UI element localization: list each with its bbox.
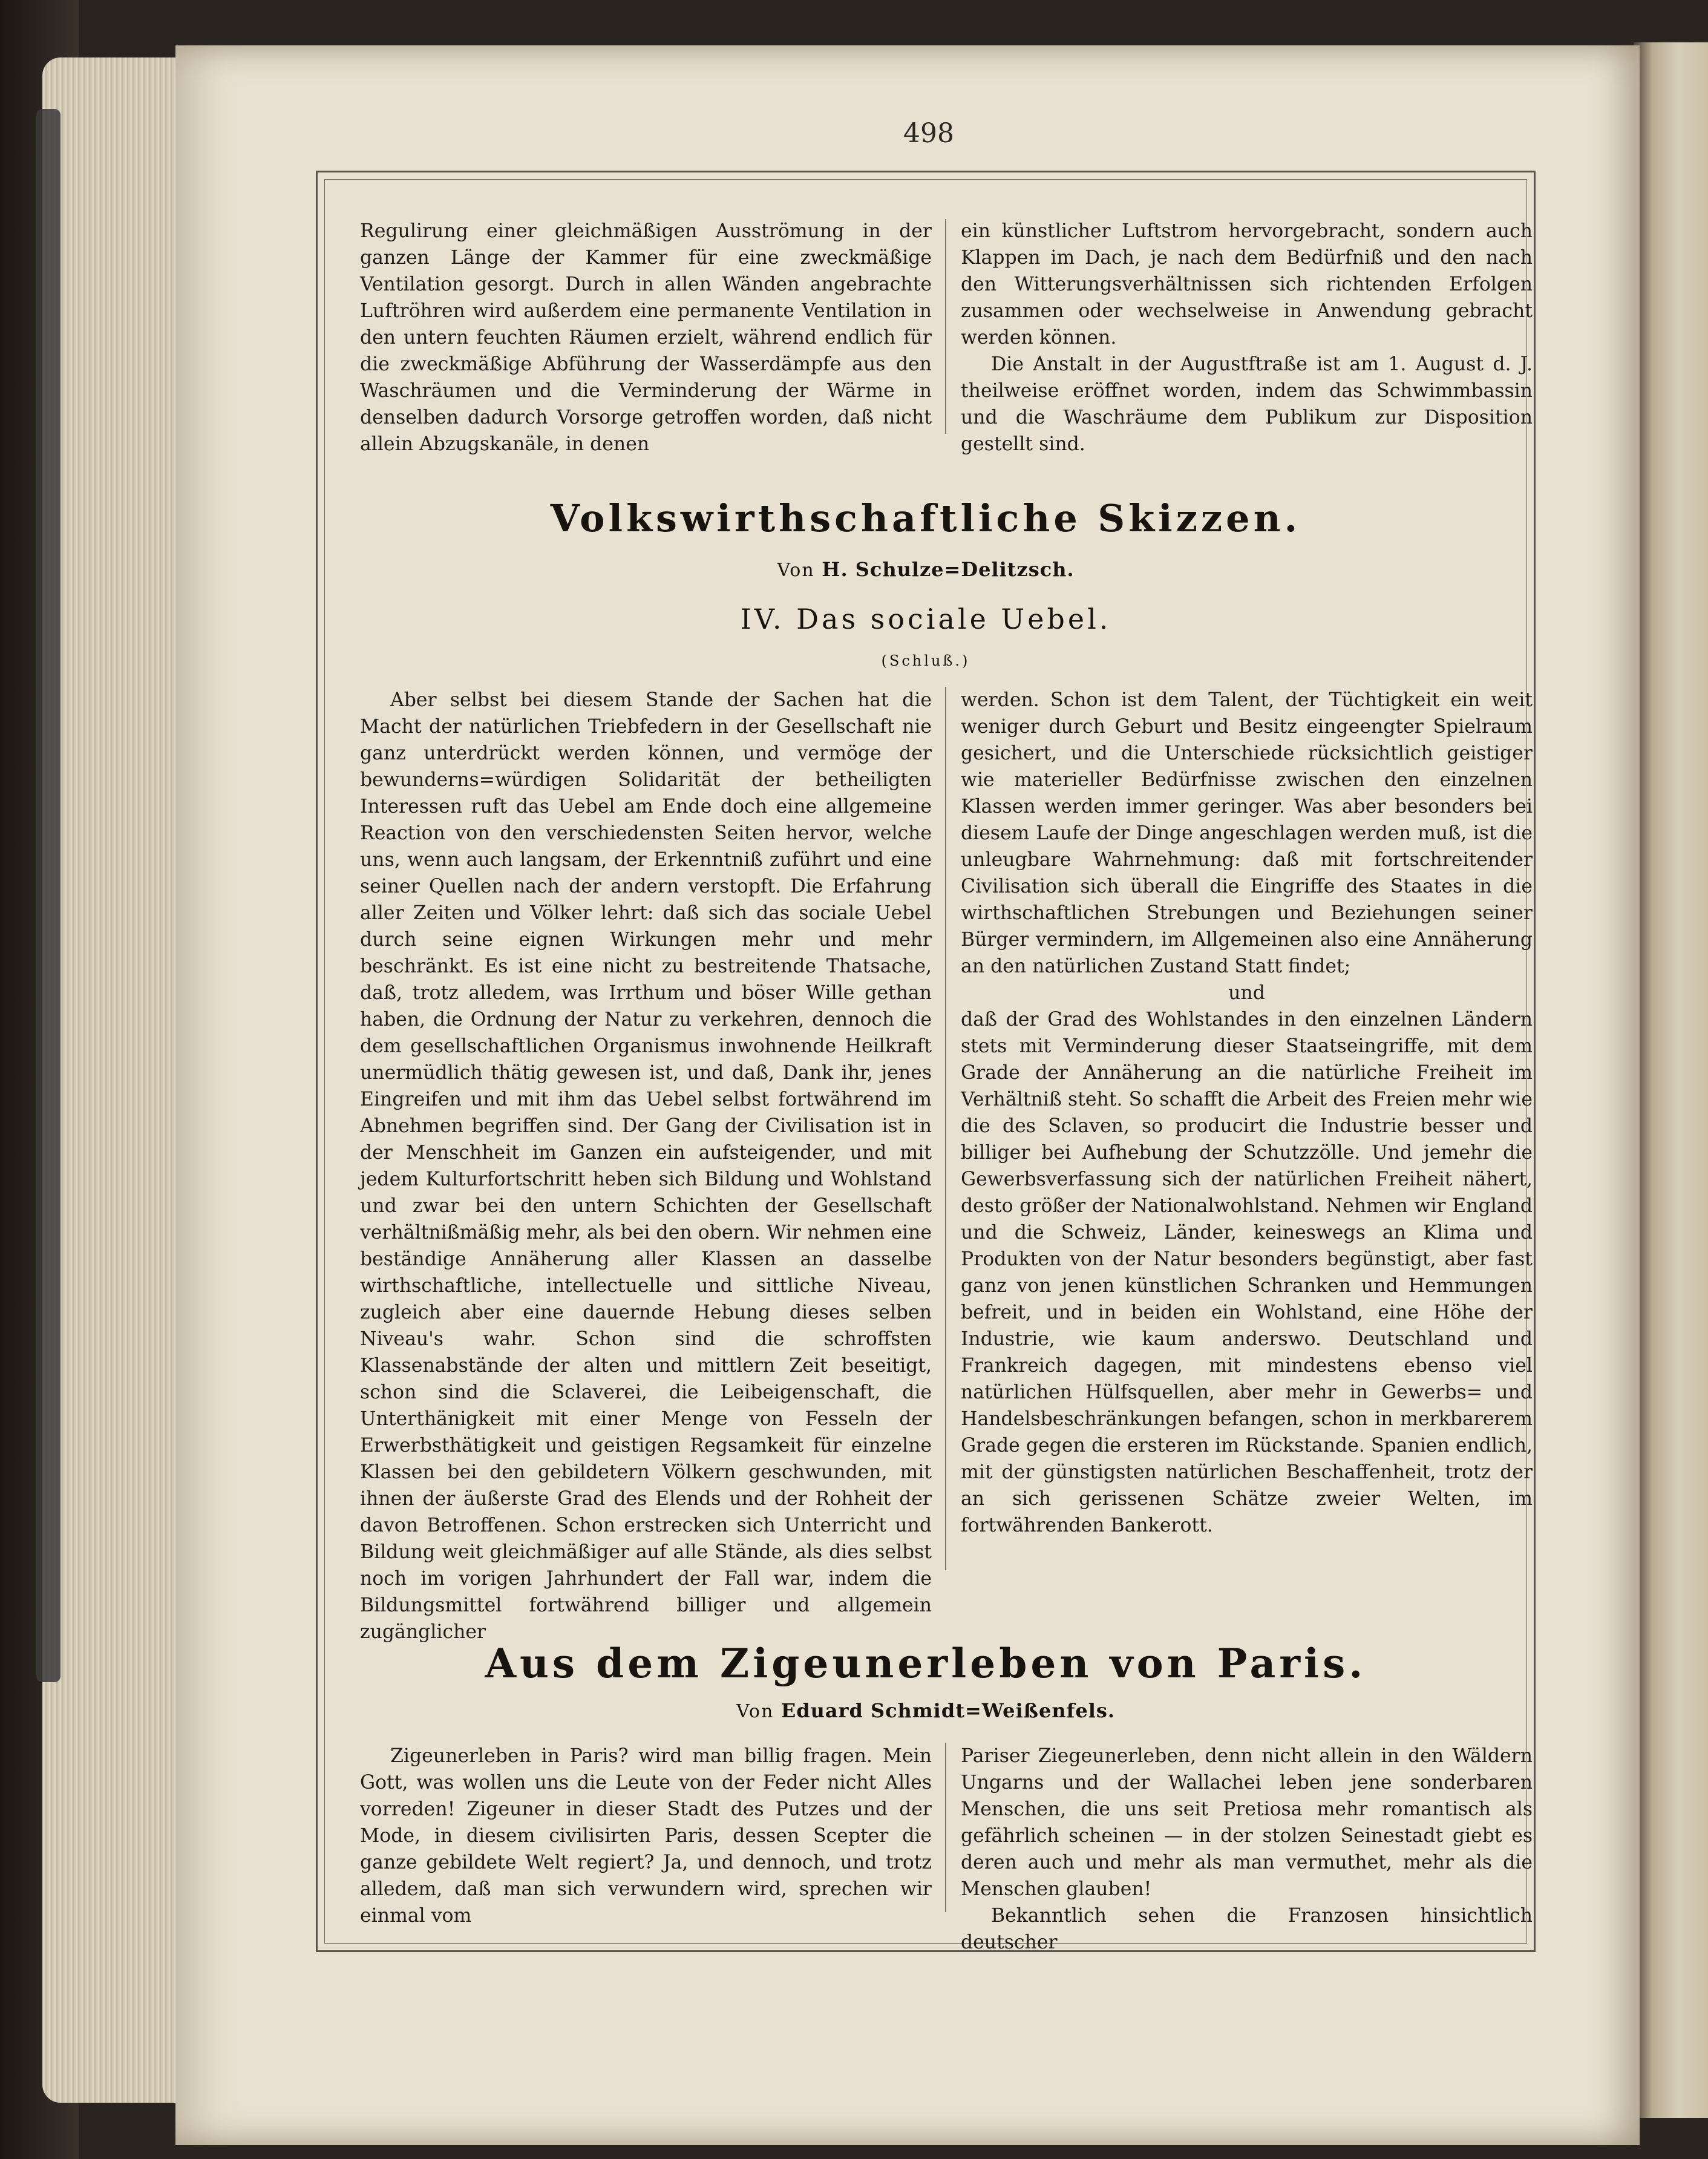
article1-column-divider xyxy=(945,687,946,1570)
article2-title: Aus dem Zigeunerleben von Paris. xyxy=(485,1640,1367,1687)
article1-right-column xyxy=(961,687,1533,1539)
top-column-divider xyxy=(945,219,946,434)
article2-byline xyxy=(339,1699,1513,1722)
article2-column-divider xyxy=(945,1743,946,1912)
article1-left-column xyxy=(360,687,932,1645)
article1-byline-prefix: Von xyxy=(777,560,815,581)
article1-right-paragraph-2: daß der Grad des Wohlstandes in den einzelnen Ländern stets mit Verminderung dieser Staatseingriffe, mit dem Grade der Annäherung an die natürliche Freiheit im Verhältniß steht. So schafft die Arbeit des Freien mehr wie die des Sclaven, so producirt die Industrie besser und billiger bei Aufhebung der Schutzzölle. Und jemehr die Gewerbsverfassung sich der natürlichen Freiheit nähert, desto größer der Nationalwohlstand. Nehmen wir England und die Schweiz, Länder, keineswegs an Klima und Produkten von der Natur besonders begünstigt, aber fast ganz von jenen künstlichen Schranken und Hemmungen befreit, und in beiden ein Wohlstand, eine Höhe der Industrie, wie kaum anderswo. Deutschland und Frankreich dagegen, mit mindestens ebenso viel natürlichen Hülfsquellen, aber mehr in Gewerbs= und Handelsbeschränkungen befangen, schon in merkbarerem Grade gegen die ersteren im Rückstande. Spanien endlich, mit der günstigsten natürlichen Beschaffenheit, trotz der an sich gerissenen Schätze zweier Welten, im fortwährenden Bankerott. xyxy=(961,1009,1533,1536)
article2-left-column xyxy=(360,1743,932,1929)
article1-byline xyxy=(339,558,1513,581)
article1-left-paragraph: Aber selbst bei diesem Stande der Sachen hat die Macht der natürlichen Triebfedern in der Gesellschaft nie ganz unterdrückt werden können, und vermöge der bewunderns=würdigen Solidarität der betheiligten Interessen ruft das Uebel am Ende doch eine allgemeine Reaction von den verschiedensten Seiten hervor, welche uns, wenn auch langsam, der Erkenntniß zuführt und eine seiner Quellen nach der andern verstopft. Die Erfahrung aller Zeiten und Völker lehrt: daß sich das sociale Uebel durch seine eignen Wirkungen mehr und mehr beschränkt. Es ist eine nicht zu bestreitende Thatsache, daß, trotz alledem, was Irrthum und böser Wille gethan haben, die Ordnung der Natur zu verkehren, dennoch die dem gesellschaftlichen Organismus inwohnende Heilkraft unermüdlich thätig gewesen ist, und daß, Dank ihr, jenes Eingreifen und mit ihm das Uebel selbst fortwährend im Abnehmen begriffen sind. Der Gang der Civilisation ist in der Menschheit im Ganzen ein aufsteigender, und mit jedem Kulturfortschritt heben sich Bildung und Wohlstand und zwar bei den untern Schichten der Gesellschaft verhältnißmäßig mehr, als bei den obern. Wir nehmen eine beständige Annäherung aller Klassen an dasselbe wirthschaftliche, intellectuelle und sittliche Niveau, zugleich aber eine dauernde Hebung dieses selben Niveau's wahr. Schon sind die schroffsten Klassenabstände der alten und mittlern Zeit beseitigt, schon sind die Sclaverei, die Leibeigenschaft, die Unterthänigkeit mit einer Menge von Fesseln der Erwerbsthätigkeit und geistigen Regsamkeit für einzelne Klassen bei den gebildetern Völkern geschwunden, mit ihnen der äußerste Grad des Elends und der Rohheit der davon Betroffenen. Schon erstrecken sich Unterricht und Bildung weit gleichmäßiger auf alle Stände, als dies selbst noch im vorigen Jahrhundert der Fall war, indem die Bildungsmittel fortwährend billiger und allgemein zugänglicher xyxy=(360,689,932,1643)
book-page-edges xyxy=(42,57,194,2103)
page-number: 498 xyxy=(903,118,954,149)
top-right-paragraph-2: Die Anstalt in der Augustftraße ist am 1. August d. J. theilweise eröffnet worden, indem das Schwimmbassin und die Waschräume dem Publikum zur Disposition gestellt sind. xyxy=(961,353,1533,455)
article2-author: Eduard Schmidt=Weißenfels. xyxy=(780,1699,1116,1722)
article2-left-paragraph: Zigeunerleben in Paris? wird man billig fragen. Mein Gott, was wollen uns die Leute von der Feder nicht Alles vorreden! Zigeuner in dieser Stadt des Putzes und der Mode, in diesem civilisirten Paris, dessen Scepter die ganze gebildete Welt regiert? Ja, und dennoch, und trotz alledem, daß man sich verwundern wird, sprechen wir einmal vom xyxy=(360,1745,932,1927)
book-spine xyxy=(36,109,61,1682)
top-right-paragraph-1: ein künstlicher Luftstrom hervorgebracht, sondern auch Klappen im Dach, je nach dem Bedürfniß und den nach den Witterungsverhältnissen sich richtenden Erfolgen zusammen oder wechselweise in Anwendung gebracht werden können. xyxy=(961,220,1533,349)
top-left-paragraph: Regulirung einer gleichmäßigen Ausströmung in der ganzen Länge der Kammer für eine zweckmäßige Ventilation gesorgt. Durch in allen Wänden angebrachte Luftröhren wird außerdem eine permanente Ventilation in den untern feuchten Räumen erzielt, während endlich für die zweckmäßige Abführung der Wasserdämpfe aus den Waschräumen und die Verminderung der Wärme in denselben dadurch Vorsorge getroffen worden, daß nicht allein Abzugskanäle, in denen xyxy=(360,220,932,455)
article2-right-paragraph-2: Bekanntlich sehen die Franzosen hinsichtlich deutscher xyxy=(961,1905,1533,1953)
article1-note: (Schluß.) xyxy=(881,652,970,669)
top-right-column xyxy=(961,218,1533,457)
article2-byline-prefix: Von xyxy=(736,1701,774,1722)
article1-right-und: und xyxy=(1228,982,1265,1004)
article1-part-heading: IV. Das sociale Uebel. xyxy=(740,603,1111,635)
top-left-column xyxy=(360,218,932,457)
article1-author: H. Schulze=Delitzsch. xyxy=(822,558,1075,581)
article1-title: Volkswirthschaftliche Skizzen. xyxy=(550,496,1301,540)
article1-right-paragraph-1: werden. Schon ist dem Talent, der Tüchtigkeit ein weit weniger durch Geburt und Besitz eingeengter Spielraum gesichert, und die Unterschiede rücksichtlich geistiger wie materieller Bedürfnisse zwischen den einzelnen Klassen werden immer geringer. Was aber besonders bei diesem Laufe der Dinge angeschlagen werden muß, ist die unleugbare Wahrnehmung: daß mit fortschreitender Civilisation sich überall die Eingriffe des Staates in die wirthschaftlichen Strebungen und Beziehungen seiner Bürger vermindern, im Allgemeinen also eine Annäherung an den natürlichen Zustand Statt findet; xyxy=(961,689,1533,977)
article2-right-column xyxy=(961,1743,1533,1956)
article2-right-paragraph-1: Pariser Ziegeunerleben, denn nicht allein in den Wäldern Ungarns und der Wallachei leben jene sonderbaren Menschen, die uns seit Pretiosa mehr romantisch als gefährlich scheinen — in der stolzen Seinestadt giebt es deren auch und mehr als man vermuthet, mehr als die Menschen glauben! xyxy=(961,1745,1533,1900)
facing-page-edge xyxy=(1634,42,1708,2118)
